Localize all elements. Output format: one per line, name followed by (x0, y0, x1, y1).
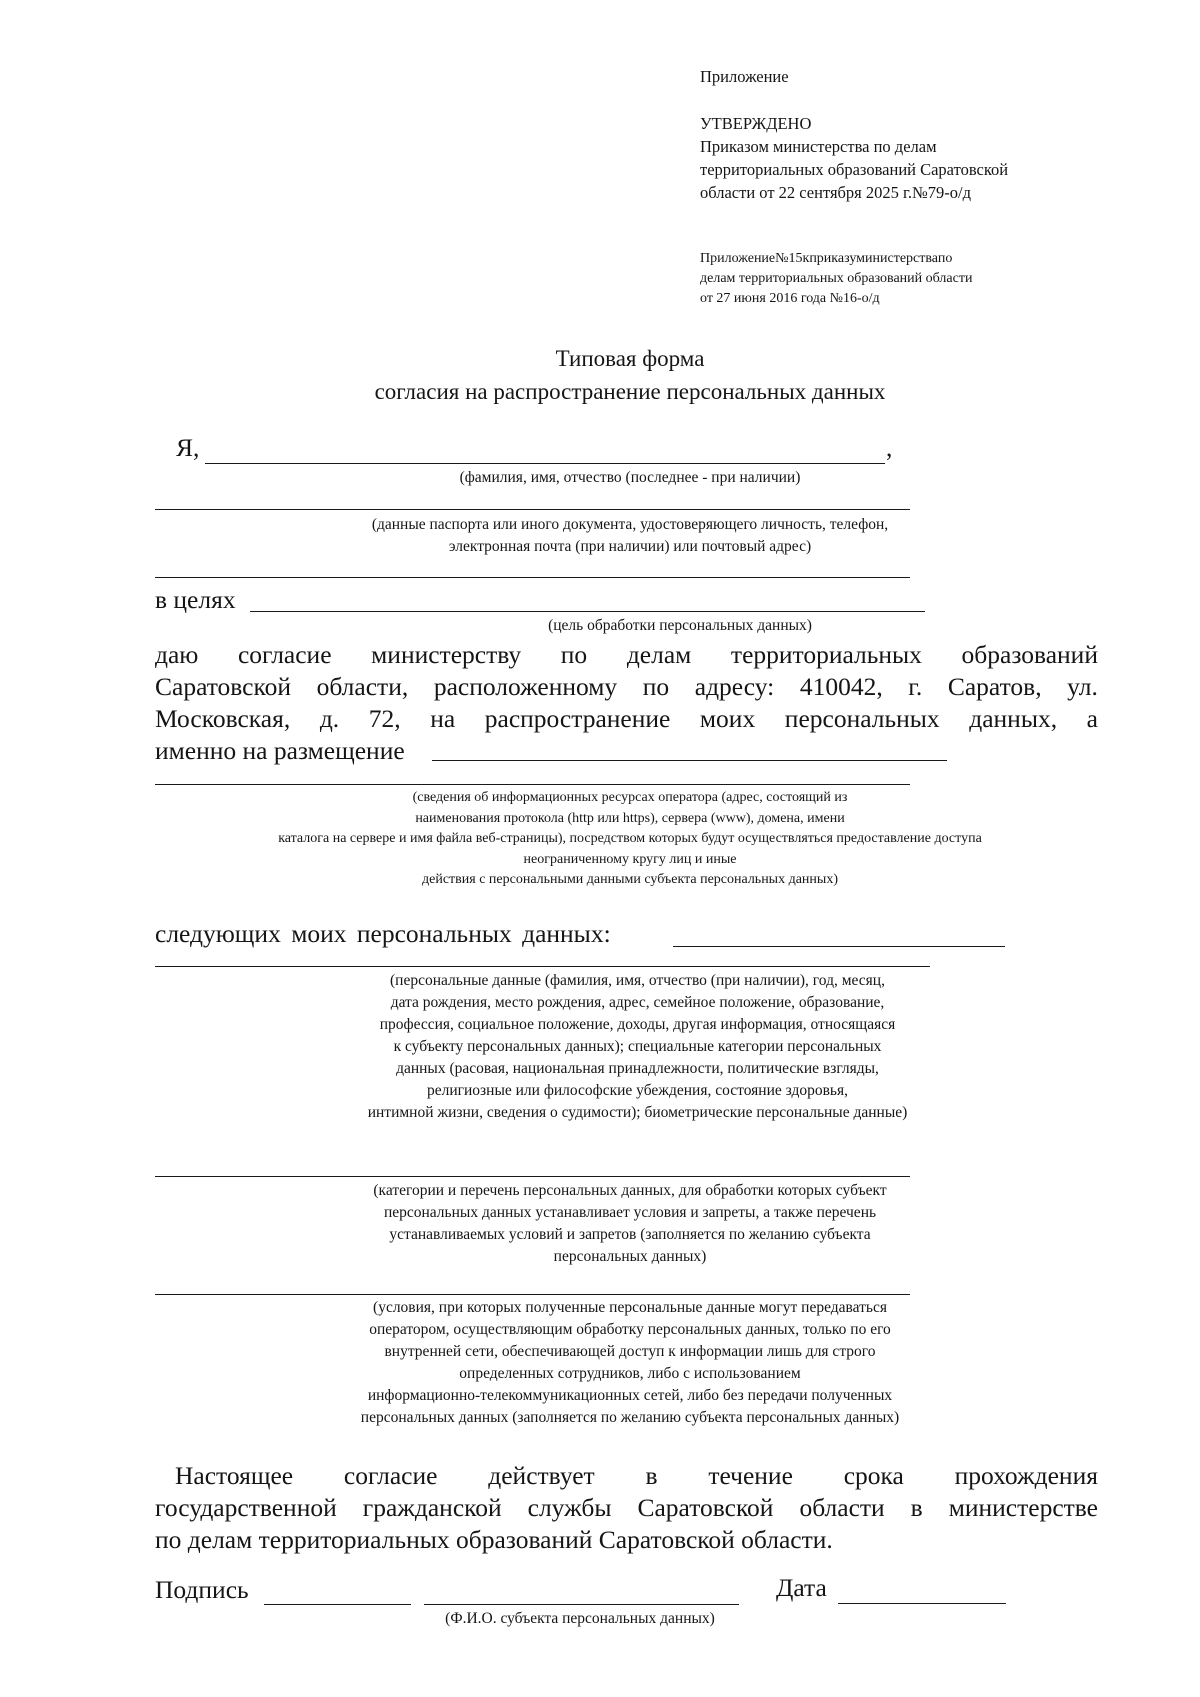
word: согласие (343, 1461, 438, 1490)
approved-label: УТВЕРЖДЕНО (700, 114, 812, 133)
word: 410042, (799, 672, 883, 701)
fio-subject-caption: (Ф.И.О. субъекта персональных данных) (445, 1610, 715, 1627)
word: области, (316, 672, 409, 701)
categories-input-line[interactable] (155, 1176, 910, 1177)
word: расположенному (433, 672, 618, 701)
following-label: следующих моих персональных данных: (155, 919, 611, 948)
title-line: согласия на распространение персональных данных (374, 379, 886, 404)
word: персональных (784, 704, 940, 733)
resources-input-line[interactable] (155, 784, 910, 785)
conditions-input-line[interactable] (155, 1294, 910, 1295)
passport-input-line[interactable] (155, 509, 910, 510)
title-line: Типовая форма (555, 346, 705, 371)
resources-caption: (сведения об информационных ресурсах оператора (адрес, состоящий из наименования протокола (http или https), сервера (www), домена, имени каталога на сервере и имя файла веб-страницы), посредством которых будут осуществляться предоставление доступа неограниченному кругу лиц и иные действия с персональными данными субъекта персональных данных) (278, 790, 982, 887)
word: согласие (237, 640, 332, 669)
personal-data-input-line[interactable] (673, 946, 1005, 947)
validity-line: государственной гражданской службы Саратовской области в министерстве (155, 1493, 1098, 1522)
passport-input-line-2[interactable] (155, 577, 910, 578)
appendix-label: Приложение (700, 67, 789, 86)
consent-paragraph (155, 639, 1098, 767)
word: срока (843, 1461, 904, 1490)
consent-line (155, 639, 1098, 671)
placement-input-line[interactable] (432, 760, 947, 761)
word: а (1086, 704, 1098, 733)
word: даю (155, 640, 199, 669)
word: моих (699, 704, 756, 733)
purpose-label: в целях (155, 585, 236, 614)
personal-data-caption: (персональные данные (фамилия, имя, отчество (при наличии), год, месяц, дата рождения, место рождения, адрес, семейное положение, образование, профессия, социальное положение, доходы, другая информация, относящаяся к субъекту персональных данных); специальные категории персональных данных (расовая, национальная принадлежности, политические взгляды, религиозные или философские убеждения, состояние здоровья, интимной жизни, сведения о судимости); биометрические персональные данные) (367, 972, 908, 1121)
word: в (645, 1461, 658, 1490)
word: Московская, (155, 704, 291, 733)
i-label: Я, (176, 433, 200, 462)
word: Саратов, (947, 672, 1042, 701)
word: по (937, 251, 953, 266)
annex-block (700, 249, 1098, 309)
word: распространение (484, 704, 671, 733)
word: г. (908, 672, 923, 701)
fio-input-line[interactable] (205, 463, 885, 464)
word: делам (626, 640, 692, 669)
word: адресу: (694, 672, 775, 701)
approved-line: территориальных образований Саратовской (700, 160, 1009, 179)
annex-line-justified (700, 249, 1098, 269)
consent-line: именно на размещение (155, 736, 405, 765)
consent-line (155, 703, 1098, 735)
word: к (802, 251, 810, 266)
word: Саратовской (155, 672, 291, 701)
validity-line (155, 1460, 1098, 1492)
approved-line: области от 22 сентября 2025 г.№79-о/д (700, 183, 972, 202)
word: ул. (1067, 672, 1098, 701)
consent-line (155, 671, 1098, 703)
word: министерству (371, 640, 522, 669)
word: по (560, 640, 588, 669)
validity-paragraph (155, 1460, 1098, 1556)
annex-line: делам территориальных образований области (700, 271, 973, 286)
signature-input-line[interactable] (264, 1604, 411, 1605)
page-title (200, 342, 1060, 408)
fio-caption: (фамилия, имя, отчество (последнее - при наличии) (459, 469, 801, 486)
word: 72, (368, 704, 401, 733)
word: на (430, 704, 456, 733)
word: Приложение (700, 251, 776, 266)
comma: , (886, 433, 893, 462)
word: территориальных (730, 640, 922, 669)
date-input-line[interactable] (838, 1603, 1006, 1604)
personal-data-input-line-2[interactable] (155, 966, 930, 967)
word: министерства (856, 251, 938, 266)
word: прохождения (954, 1461, 1098, 1490)
passport-caption: (данные паспорта или иного документа, удостоверяющего личность, телефон, электронная почта (при наличии) или почтовый адрес) (371, 516, 889, 555)
conditions-caption: (условия, при которых полученные персональные данные могут передаваться оператором, осуществляющим обработку персональных данных, только по его внутренней сети, обеспечивающей доступ к информации лишь для строго определенных сотрудников, либо с использованием информационно-телекоммуникационных сетей, либо без передачи полученных персональных данных (заполняется по желанию субъекта персональных данных) (360, 1299, 900, 1426)
word: течение (708, 1461, 793, 1490)
fio-subject-input-line[interactable] (424, 1604, 739, 1605)
word: Настоящее (175, 1461, 294, 1490)
word: приказу (809, 251, 857, 266)
date-label: Дата (776, 1573, 827, 1602)
word: образований (961, 640, 1098, 669)
word: по (642, 672, 670, 701)
word: 15 (788, 251, 803, 266)
annex-line: от 27 июня 2016 года №16-о/д (700, 291, 880, 306)
word: д. (319, 704, 340, 733)
purpose-input-line[interactable] (250, 611, 925, 612)
approved-line: Приказом министерства по делам (700, 137, 937, 156)
word: данных, (969, 704, 1058, 733)
word: № (775, 251, 789, 266)
signature-label: Подпись (155, 1575, 249, 1604)
word: действует (488, 1461, 595, 1490)
approved-block (700, 112, 1008, 204)
categories-caption: (категории и перечень персональных данных, для обработки которых субъект персональных данных устанавливает условия и запреты, а также перечень устанавливаемых условий и запретов (заполняется по желанию субъекта персональных данных) (373, 1182, 887, 1265)
validity-line: по делам территориальных образований Саратовской области. (155, 1525, 833, 1554)
purpose-caption: (цель обработки персональных данных) (548, 617, 812, 634)
